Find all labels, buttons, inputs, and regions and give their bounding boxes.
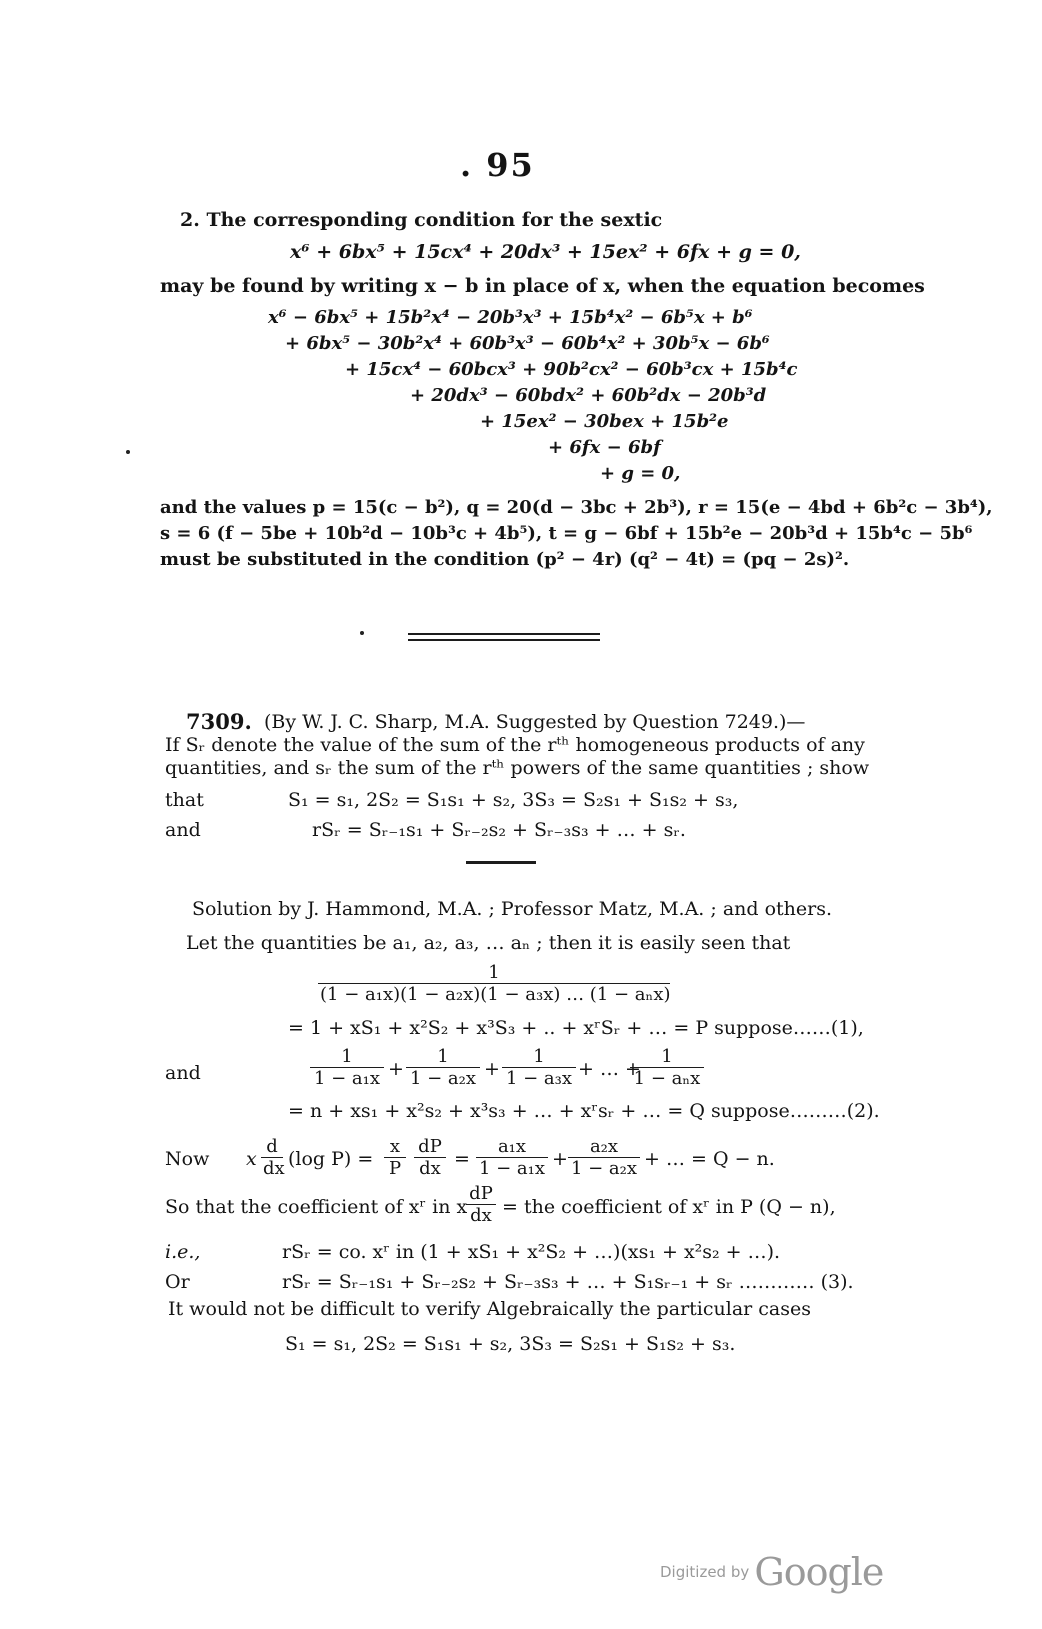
term-2-num: 1 [437,1046,449,1067]
dx-den: dx [263,1158,285,1179]
a1x-fraction [476,1136,548,1179]
a2x-num: a₂x [589,1136,619,1157]
now-label: Now [165,1148,210,1170]
expansion-line-1: x⁶ − 6bx⁵ + 15b²x⁴ − 20b³x³ + 15b⁴x² − 6b⁵x + b⁶ [268,307,753,328]
and-equation: rSᵣ = Sᵣ₋₁s₁ + Sᵣ₋₂s₂ + Sᵣ₋₃s₃ + … + sᵣ. [312,819,686,841]
so-that-tail: = the coefficient of xʳ in P (Q − n), [502,1196,836,1218]
p-den: P [384,1157,406,1179]
sum-term-2 [406,1046,480,1089]
term-1-den: 1 − a₁x [310,1067,384,1089]
let-statement: Let the quantities be a₁, a₂, a₃, … aₙ ; then it is easily seen that [186,932,791,954]
term-n-num: 1 [661,1046,673,1067]
that-equation: S₁ = s₁, 2S₂ = S₁s₁ + s₂, 3S₃ = S₂s₁ + S₁s₂ + s₃, [288,789,739,811]
expansion-line-2: + 6bx⁵ − 30b²x⁴ + 60b³x³ − 60b⁴x² + 30b⁵x − 6b⁶ [285,333,770,354]
speck [360,631,364,635]
a1x-num: a₁x [497,1136,527,1157]
question-number: 7309. [186,709,252,734]
term-2-den: 1 − a₂x [406,1067,480,1089]
values-line-3: must be substituted in the condition (p² − 4r) (q² − 4t) = (pq − 2s)². [160,549,850,570]
section-divider-top [408,633,600,635]
term-1-num: 1 [341,1046,353,1067]
ie-label: i.e., [165,1241,201,1263]
sextic-found-text: may be found by writing x − b in place of x, when the equation becomes [160,275,925,297]
question-line-2: If Sᵣ denote the value of the sum of the rᵗʰ homogeneous products of any [165,734,865,756]
equation-1: = 1 + xS₁ + x²S₂ + x³S₃ + .. + xʳSᵣ + … = P suppose……(1), [288,1017,864,1039]
fraction-denominator: (1 − a₁x)(1 − a₂x)(1 − a₃x) … (1 − aₙx) [320,984,671,1005]
dx-den: dx [466,1204,496,1226]
and-label-2: and [165,1062,201,1084]
dp-dx [414,1136,446,1179]
so-that-text: So that the coefficient of xʳ in x [165,1196,468,1218]
plus-sign: + [552,1148,568,1170]
term-3-den: 1 − a₃x [502,1067,576,1089]
dp-num: dP [418,1136,442,1157]
term-n-den: 1 − aₙx [630,1067,704,1089]
sextic-intro: 2. The corresponding condition for the sextic [180,209,663,231]
and-label: and [165,819,201,841]
expansion-line-5: + 15ex² − 30bex + 15b²e [480,411,729,432]
expansion-line-4: + 20dx³ − 60bdx² + 60b²dx − 20b³d [410,385,767,406]
values-line-2: s = 6 (f − 5be + 10b²d − 10b³c + 4b⁵), t = g − 6bf + 15b²e − 20b³d + 15b⁴c − 5b⁶ [160,523,973,544]
section-divider-bottom [408,639,600,641]
sum-term-n [630,1046,704,1089]
sum-term-1 [310,1046,384,1089]
x-over-p [384,1136,406,1179]
dp-dx-2 [466,1183,496,1226]
x-num: x [389,1136,401,1157]
now-tail: + … = Q − n. [644,1148,775,1170]
google-logo: Google [754,1550,884,1594]
solution-heading: Solution by J. Hammond, M.A. ; Professor Matz, M.A. ; and others. [192,898,833,920]
a2x-fraction [568,1136,640,1179]
page-number: . 95 [460,146,535,184]
equation-3: rSᵣ = Sᵣ₋₁s₁ + Sᵣ₋₂s₂ + Sᵣ₋₃s₃ + … + S₁sᵣ₋₁ + sᵣ ………… (3). [282,1271,854,1293]
verify-text: It would not be difficult to verify Algebraically the particular cases [168,1298,812,1320]
short-divider [466,861,536,864]
d-dx-fraction [261,1136,283,1179]
sum-term-3 [502,1046,576,1089]
question-line-3: quantities, and sᵣ the sum of the rᵗʰ powers of the same quantities ; show [165,757,870,779]
dp-num: dP [469,1183,493,1204]
question-line-1: (By W. J. C. Sharp, M.A. Suggested by Question 7249.)— [264,711,806,733]
log-p: (log P) = [288,1148,374,1170]
values-line-1: and the values p = 15(c − b²), q = 20(d − 3bc + 2b³), r = 15(e − 4bd + 6b²c − 3b⁴), [160,497,993,518]
final-equation: S₁ = s₁, 2S₂ = S₁s₁ + s₂, 3S₃ = S₂s₁ + S₁s₂ + s₃. [285,1333,736,1355]
speck [126,450,130,454]
generating-fraction [318,962,670,1005]
sextic-equation: x⁶ + 6bx⁵ + 15cx⁴ + 20dx³ + 15ex² + 6fx + g = 0, [290,241,801,263]
or-label: Or [165,1271,190,1293]
digitized-by-google-watermark [660,1550,883,1594]
fraction-numerator: 1 [488,962,500,983]
a1x-den: 1 − a₁x [476,1157,548,1179]
term-3-num: 1 [533,1046,545,1067]
equation-2: = n + xs₁ + x²s₂ + x³s₃ + … + xʳsᵣ + … = Q suppose………(2). [288,1100,880,1122]
that-label: that [165,789,204,811]
plus-sign: + [388,1058,404,1080]
equals-sign: = [454,1148,470,1170]
expansion-line-3: + 15cx⁴ − 60bcx³ + 90b²cx² − 60b³cx + 15b⁴c [345,359,798,380]
now-x: x [246,1148,257,1170]
expansion-line-6: + 6fx − 6bf [548,437,661,458]
ie-equation: rSᵣ = co. xʳ in (1 + xS₁ + x²S₂ + …)(xs₁ + x²s₂ + …). [282,1241,781,1263]
expansion-line-7: + g = 0, [600,463,681,484]
dx-den: dx [414,1157,446,1179]
d-num: d [266,1136,278,1157]
plus-ellipsis: + … + [578,1058,641,1080]
watermark-small-text: Digitized by [660,1563,750,1581]
plus-sign: + [484,1058,500,1080]
a2x-den: 1 − a₂x [568,1157,640,1179]
